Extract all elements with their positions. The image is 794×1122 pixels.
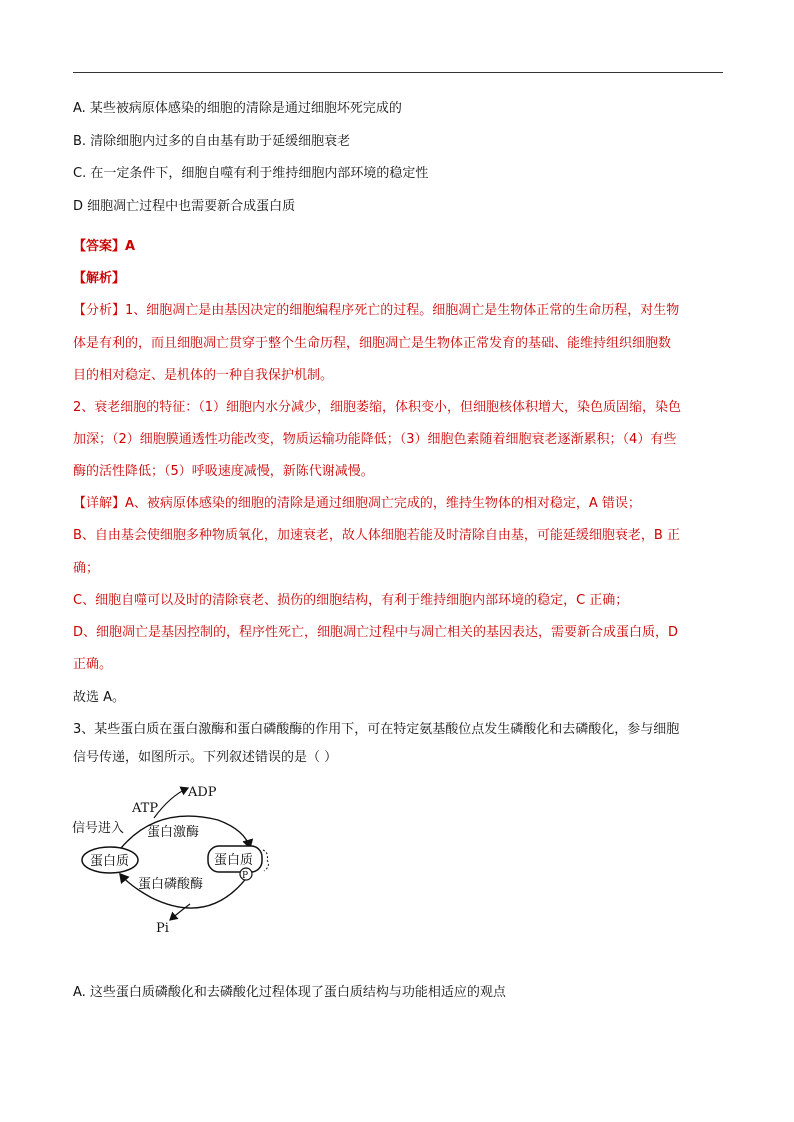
analysis-line-9: 确； [73, 561, 100, 576]
protein-right-wave-icon [263, 850, 268, 871]
analysis-line-8: B、自由基会使细胞多种物质氧化，加速衰老，故人体细胞若能及时清除自由基，可能延缓细胞衰老，B 正 [73, 528, 680, 543]
header-rule [73, 72, 723, 73]
question-3-line-2: 信号传递，如图所示。下列叙述错误的是（ ） [73, 750, 338, 765]
adp-arrow [154, 788, 188, 818]
answer-line: 【答案】A [73, 239, 136, 254]
kinase-label: 蛋白激酶 [147, 825, 200, 840]
option-d-prev: D 细胞凋亡过程中也需要新合成蛋白质 [73, 199, 296, 214]
analysis-line-12: 正确。 [73, 657, 113, 672]
atp-label: ATP [132, 801, 159, 816]
option-a-prev: A. 某些被病原体感染的细胞的清除是通过细胞坏死完成的 [73, 101, 402, 116]
protein-left-label: 蛋白质 [90, 854, 130, 869]
adp-label: ADP [188, 785, 217, 800]
phosphate-label: P [242, 871, 249, 881]
analysis-line-6: 酶的活性降低；（5）呼吸速度减慢，新陈代谢减慢。 [73, 464, 374, 479]
analysis-line-4: 2、衰老细胞的特征：（1）细胞内水分减少，细胞萎缩，体积变小，但细胞核体积增大，染色质固缩，染色 [73, 400, 682, 415]
analysis-line-10: C、细胞自噬可以及时的清除衰老、损伤的细胞结构，有利于维持细胞内部环境的稳定，C 正确； [73, 593, 629, 608]
analysis-line-5: 加深；（2）细胞膜通透性功能改变，物质运输功能降低；（3）细胞色素随着细胞衰老逐渐累积；（4）有些 [73, 432, 677, 447]
analysis-line-11: D、细胞凋亡是基因控制的，程序性死亡，细胞凋亡过程中与凋亡相关的基因表达，需要新合成蛋白质，D [73, 625, 679, 640]
analysis-line-1: 【分析】1、细胞凋亡是由基因决定的细胞编程序死亡的过程。细胞凋亡是生物体正常的生命历程，对生物 [73, 303, 680, 318]
analysis-line-2: 体是有利的，而且细胞凋亡贯穿于整个生命历程，细胞凋亡是生物体正常发育的基础、能维持组织细胞数 [73, 336, 672, 351]
signal-label: 信号进入 [72, 821, 125, 836]
analysis-line-7: 【详解】A、被病原体感染的细胞的清除是通过细胞凋亡完成的，维持生物体的相对稳定，A 错误； [73, 496, 641, 511]
phosphatase-label: 蛋白磷酸酶 [138, 877, 204, 892]
phosphorylation-diagram [70, 778, 300, 940]
option-b-prev: B. 清除细胞内过多的自由基有助于延缓细胞衰老 [73, 134, 351, 149]
analysis-line-3: 目的相对稳定、是机体的一种自我保护机制。 [73, 368, 334, 383]
protein-right-label: 蛋白质 [214, 853, 254, 868]
pi-label: Pi [156, 921, 169, 936]
option-c-prev: C. 在一定条件下，细胞自噬有利于维持细胞内部环境的稳定性 [73, 166, 429, 181]
question-3-line-1: 3、某些蛋白质在蛋白激酶和蛋白磷酸酶的作用下，可在特定氨基酸位点发生磷酸化和去磷酸化，参与细胞 [73, 722, 680, 737]
analysis-title: 【解析】 [73, 271, 126, 286]
question-3-option-a: A. 这些蛋白质磷酸化和去磷酸化过程体现了蛋白质结构与功能相适应的观点 [73, 985, 506, 1000]
conclusion-line: 故选 A。 [73, 690, 126, 705]
